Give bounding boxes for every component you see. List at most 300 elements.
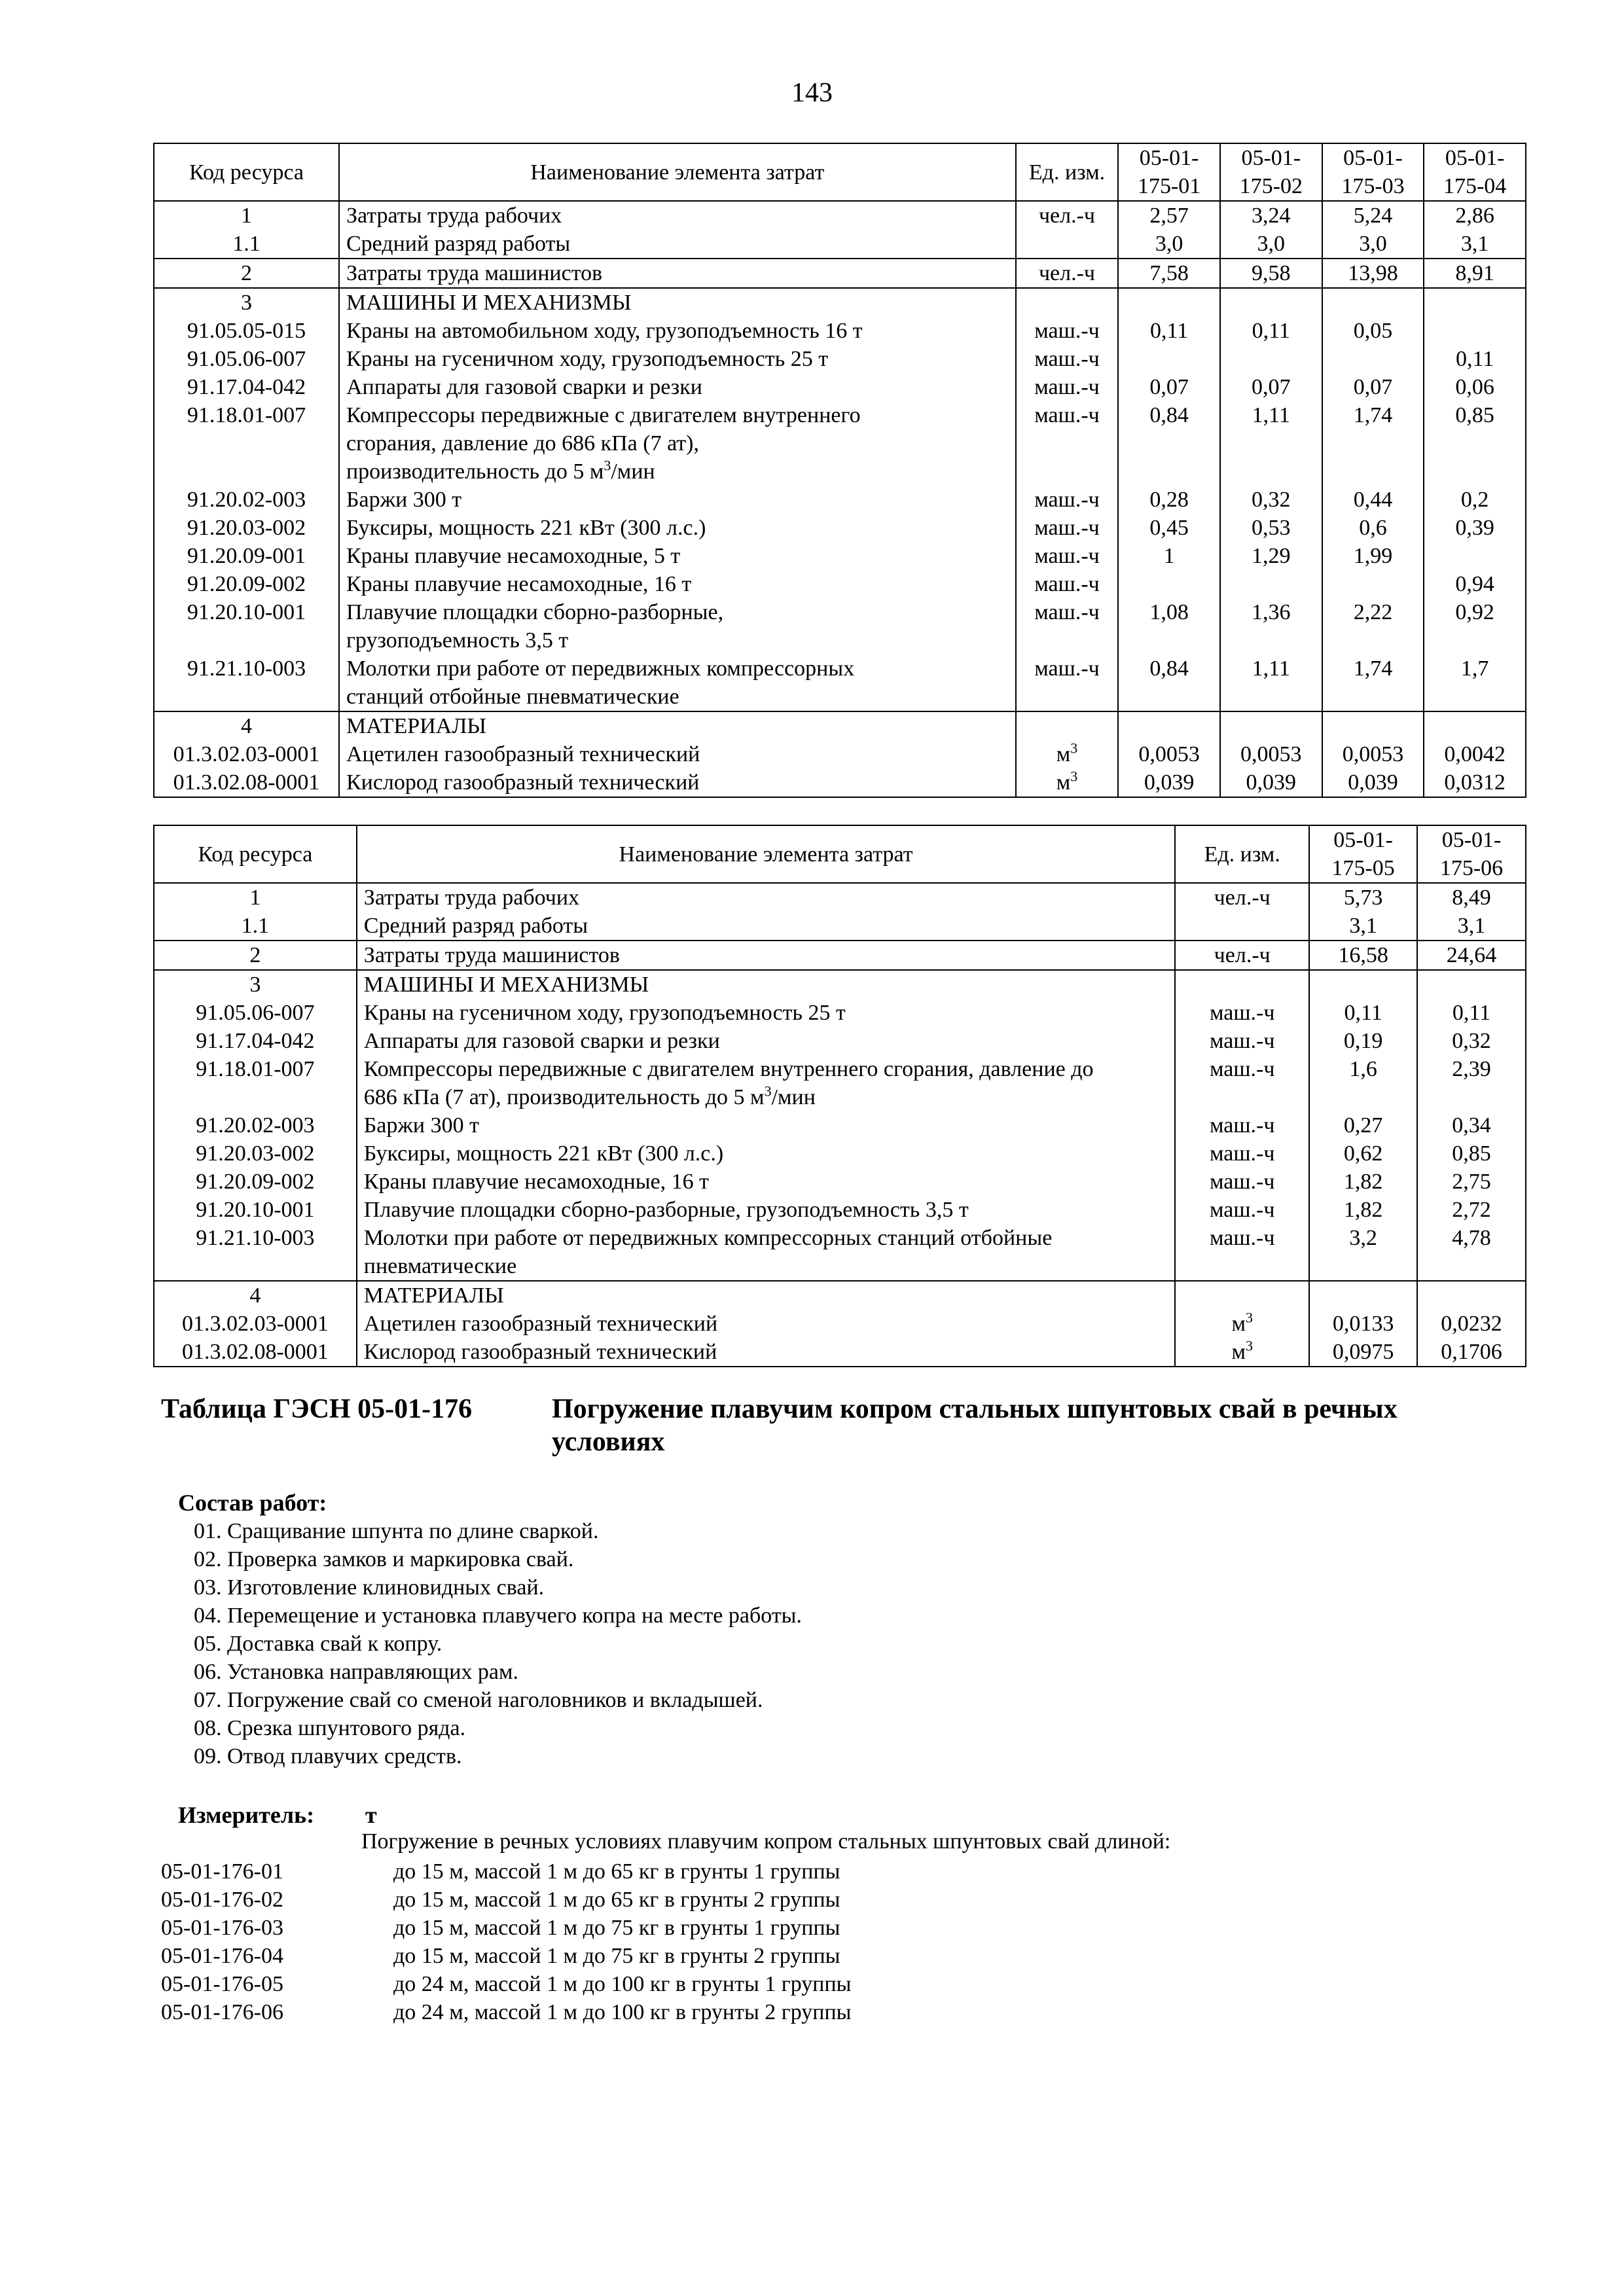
resource-name-line: станций отбойные пневматические — [346, 685, 679, 709]
resource-code: 91.20.10-001 — [154, 1196, 357, 1224]
resource-name-line: Аппараты для газовой сварки и резки — [363, 1029, 720, 1053]
resource-name-line: сгорания, давление до 686 кПа (7 ат), — [346, 431, 699, 456]
table-row — [154, 1338, 1526, 1367]
variant-row — [161, 1886, 852, 1914]
header-col: 05-01- 175-06 — [1417, 825, 1526, 883]
resource-name-line: Кислород газообразный технический — [363, 1340, 717, 1364]
table-label: Таблица ГЭСН 05-01-176 — [161, 1394, 473, 1424]
table-row — [154, 1281, 1526, 1310]
resource-name-line: Баржи 300 т — [363, 1113, 479, 1138]
header-col: 05-01- 175-01 — [1118, 143, 1220, 201]
resource-name — [339, 570, 1016, 598]
variant-code: 05-01-176-05 — [161, 1972, 283, 1996]
table-title-line: условиях — [552, 1427, 665, 1457]
resource-code: 91.20.02-003 — [154, 1111, 357, 1139]
resource-name-line: Затраты труда рабочих — [363, 886, 580, 910]
resource-value: 0,0053 — [1118, 740, 1220, 768]
resource-unit: маш.-ч — [1175, 1111, 1309, 1139]
resource-value: 1,11 — [1220, 401, 1322, 486]
table-header-row — [154, 825, 1526, 883]
resource-code: 91.20.09-002 — [154, 1168, 357, 1196]
resource-value: 0,84 — [1118, 401, 1220, 486]
works-list — [194, 1517, 802, 1770]
works-title: Состав работ: — [178, 1490, 327, 1516]
header-name: Наименование элемента затрат — [339, 143, 1016, 201]
resource-code: 91.20.03-002 — [154, 514, 339, 542]
resource-unit: $м^3$ — [1016, 740, 1119, 768]
resource-unit: маш.-ч — [1016, 401, 1119, 486]
table-title-line: Погружение плавучим копром стальных шпунтовых свай в речных — [552, 1394, 1398, 1424]
table-row — [154, 259, 1526, 288]
resource-unit: маш.-ч — [1016, 373, 1119, 401]
resource-value — [1220, 345, 1322, 373]
header-code: Код ресурса — [154, 143, 339, 201]
resource-name-line: грузоподъемность 3,5 т — [346, 628, 569, 653]
table-row — [154, 288, 1526, 317]
resource-value: 1,74 — [1322, 655, 1424, 711]
resource-name — [357, 1224, 1176, 1281]
resource-value: 0,94 — [1424, 570, 1526, 598]
resource-unit — [1016, 288, 1119, 317]
resource-code: 01.3.02.08-0001 — [154, 768, 339, 797]
resource-value: 2,86 — [1424, 201, 1526, 230]
resource-value: 0,32 — [1417, 1027, 1526, 1055]
resource-value: 0,05 — [1322, 317, 1424, 345]
variant-text: до 24 м, массой 1 м до 100 кг в грунты 1 группы — [393, 1972, 852, 1996]
resource-code: 91.21.10-003 — [154, 1224, 357, 1281]
header-col: 05-01- 175-04 — [1424, 143, 1526, 201]
resource-name — [357, 970, 1176, 999]
resource-name-line: Плавучие площадки сборно-разборные, — [346, 600, 724, 624]
table-row — [154, 230, 1526, 259]
resource-code: 1.1 — [154, 912, 357, 941]
resource-code: 91.17.04-042 — [154, 373, 339, 401]
table-row — [154, 345, 1526, 373]
resource-unit — [1016, 230, 1119, 259]
resource-unit — [1175, 1281, 1309, 1310]
resource-value — [1118, 711, 1220, 740]
table-row — [154, 486, 1526, 514]
variant-code: 05-01-176-06 — [161, 2000, 283, 2024]
resource-value: 3,1 — [1417, 912, 1526, 941]
table-row — [154, 401, 1526, 486]
resource-value: 0,39 — [1424, 514, 1526, 542]
resource-unit: маш.-ч — [1016, 486, 1119, 514]
resource-value — [1424, 711, 1526, 740]
resource-name-line: Кислород газообразный технический — [346, 770, 700, 795]
resource-unit: чел.-ч — [1016, 259, 1119, 288]
resource-code: 91.18.01-007 — [154, 401, 339, 486]
variant-text: до 15 м, массой 1 м до 65 кг в грунты 2 группы — [393, 1888, 840, 1912]
resource-code: 91.05.06-007 — [154, 345, 339, 373]
table-group — [154, 1281, 1526, 1367]
table-row — [154, 883, 1526, 912]
resource-name — [339, 373, 1016, 401]
resource-table-2 — [153, 825, 1526, 1367]
resource-name-line: Ацетилен газообразный технический — [346, 742, 700, 766]
header-col: 05-01- 175-03 — [1322, 143, 1424, 201]
resource-name-line: Затраты труда машинистов — [363, 943, 620, 967]
work-item: 03. Изготовление клиновидных свай. — [194, 1575, 545, 1600]
resource-value: 7,58 — [1118, 259, 1220, 288]
table-title — [552, 1393, 1398, 1458]
resource-value: 0,44 — [1322, 486, 1424, 514]
resource-value: 0,84 — [1118, 655, 1220, 711]
resource-code: 4 — [154, 1281, 357, 1310]
resource-code: 1 — [154, 883, 357, 912]
resource-value: 0,11 — [1118, 317, 1220, 345]
resource-value: 5,73 — [1309, 883, 1417, 912]
resource-name-line: Краны на гусеничном ходу, грузоподъемность 25 т — [346, 347, 829, 371]
resource-unit: $м^3$ — [1175, 1338, 1309, 1367]
table-row — [154, 570, 1526, 598]
resource-code: 1 — [154, 201, 339, 230]
resource-name — [339, 317, 1016, 345]
variant-code: 05-01-176-04 — [161, 1944, 283, 1968]
resource-value: 0,039 — [1118, 768, 1220, 797]
resource-value: 0,0232 — [1417, 1310, 1526, 1338]
resource-value: 0,53 — [1220, 514, 1322, 542]
resource-value — [1220, 711, 1322, 740]
resource-unit: $м^3$ — [1016, 768, 1119, 797]
resource-value: 24,64 — [1417, 941, 1526, 970]
table-row — [154, 542, 1526, 570]
resource-code: 01.3.02.03-0001 — [154, 1310, 357, 1338]
resource-name — [339, 542, 1016, 570]
resource-value: 3,1 — [1309, 912, 1417, 941]
work-item: 07. Погружение свай со сменой наголовников и вкладышей. — [194, 1688, 763, 1712]
resource-name — [339, 514, 1016, 542]
resource-value — [1309, 1281, 1417, 1310]
table-row — [154, 201, 1526, 230]
table-group — [154, 288, 1526, 711]
resource-unit: маш.-ч — [1175, 1224, 1309, 1281]
resource-value: 0,85 — [1424, 401, 1526, 486]
resource-name — [339, 401, 1016, 486]
resource-unit: чел.-ч — [1175, 883, 1309, 912]
resource-code: 91.17.04-042 — [154, 1027, 357, 1055]
table-row — [154, 1139, 1526, 1168]
resource-name-line: Ацетилен газообразный технический — [363, 1312, 718, 1336]
resource-value: 0,27 — [1309, 1111, 1417, 1139]
table-row — [154, 373, 1526, 401]
table-row — [154, 1310, 1526, 1338]
variant-code: 05-01-176-03 — [161, 1916, 283, 1940]
resource-value: 0,039 — [1322, 768, 1424, 797]
resource-unit: маш.-ч — [1175, 1168, 1309, 1196]
header-col: 05-01- 175-02 — [1220, 143, 1322, 201]
resource-value: 0,34 — [1417, 1111, 1526, 1139]
resource-value: 0,11 — [1309, 999, 1417, 1027]
table-row — [154, 1224, 1526, 1281]
variant-text: до 24 м, массой 1 м до 100 кг в грунты 2 группы — [393, 2000, 852, 2024]
resource-unit: маш.-ч — [1016, 655, 1119, 711]
table-group — [154, 970, 1526, 1281]
resource-name — [339, 288, 1016, 317]
resource-value: 0,92 — [1424, 598, 1526, 655]
resource-value — [1322, 711, 1424, 740]
resource-name — [339, 259, 1016, 288]
resource-value: 0,06 — [1424, 373, 1526, 401]
resource-unit — [1016, 711, 1119, 740]
resource-name — [357, 1055, 1176, 1111]
table-row — [154, 970, 1526, 999]
variant-row — [161, 1857, 852, 1886]
resource-value: 1,82 — [1309, 1168, 1417, 1196]
header-code: Код ресурса — [154, 825, 357, 883]
resource-name — [339, 711, 1016, 740]
variant-row — [161, 1914, 852, 1942]
resource-value: 0,07 — [1220, 373, 1322, 401]
table-group — [154, 941, 1526, 970]
resource-code: 91.20.09-002 — [154, 570, 339, 598]
table-row — [154, 514, 1526, 542]
resource-name-line: Краны на автомобильном ходу, грузоподъемность 16 т — [346, 319, 863, 343]
resource-value: 1 — [1118, 542, 1220, 570]
resource-value: 0,0975 — [1309, 1338, 1417, 1367]
resource-code: 2 — [154, 941, 357, 970]
resource-name — [357, 1111, 1176, 1139]
resource-value: 0,6 — [1322, 514, 1424, 542]
resource-value: 0,32 — [1220, 486, 1322, 514]
resource-value: 2,72 — [1417, 1196, 1526, 1224]
resource-value: 2,57 — [1118, 201, 1220, 230]
work-item: 01. Сращивание шпунта по длине сваркой. — [194, 1519, 599, 1543]
resource-value: 0,19 — [1309, 1027, 1417, 1055]
work-item: 05. Доставка свай к копру. — [194, 1632, 442, 1656]
resource-value: 0,039 — [1220, 768, 1322, 797]
resource-name — [357, 1027, 1176, 1055]
resource-name-line: Буксиры, мощность 221 кВт (300 л.с.) — [363, 1141, 724, 1166]
table-row — [154, 655, 1526, 711]
resource-name — [339, 768, 1016, 797]
resource-name-line: Краны на гусеничном ходу, грузоподъемность 25 т — [363, 1001, 846, 1025]
resource-name-line: Средний разряд работы — [363, 914, 588, 938]
resource-value — [1220, 570, 1322, 598]
resource-value: 1,6 — [1309, 1055, 1417, 1111]
measure-unit: т — [365, 1802, 377, 1828]
resource-value: 2,75 — [1417, 1168, 1526, 1196]
table-row — [154, 317, 1526, 345]
resource-value — [1118, 288, 1220, 317]
resource-unit: маш.-ч — [1175, 1055, 1309, 1111]
resource-value — [1424, 288, 1526, 317]
resource-value: 2,22 — [1322, 598, 1424, 655]
table-row — [154, 1027, 1526, 1055]
table-row — [154, 912, 1526, 941]
table-row — [154, 711, 1526, 740]
resource-name-line: Краны плавучие несамоходные, 16 т — [346, 572, 692, 596]
resource-name-line: Буксиры, мощность 221 кВт (300 л.с.) — [346, 516, 706, 540]
resource-value: 9,58 — [1220, 259, 1322, 288]
resource-value: 2,39 — [1417, 1055, 1526, 1111]
resource-name-line: МАШИНЫ И МЕХАНИЗМЫ — [346, 291, 632, 315]
resource-name — [339, 486, 1016, 514]
resource-value: 1,82 — [1309, 1196, 1417, 1224]
resource-value: 3,0 — [1220, 230, 1322, 259]
resource-name-line: МАТЕРИАЛЫ — [363, 1283, 504, 1308]
resource-unit: маш.-ч — [1175, 999, 1309, 1027]
table-row — [154, 598, 1526, 655]
variant-row — [161, 1942, 852, 1970]
resource-value: 0,07 — [1118, 373, 1220, 401]
resource-unit — [1175, 912, 1309, 941]
resource-name — [339, 345, 1016, 373]
resource-name — [357, 883, 1176, 912]
resource-unit: маш.-ч — [1175, 1196, 1309, 1224]
resource-value — [1118, 345, 1220, 373]
table-row — [154, 999, 1526, 1027]
work-item: 09. Отвод плавучих средств. — [194, 1744, 462, 1768]
resource-unit: маш.-ч — [1016, 345, 1119, 373]
work-item: 02. Проверка замков и маркировка свай. — [194, 1547, 574, 1571]
resource-value: 1,11 — [1220, 655, 1322, 711]
resource-unit: маш.-ч — [1016, 542, 1119, 570]
resource-name — [357, 1281, 1176, 1310]
resource-code: 91.18.01-007 — [154, 1055, 357, 1111]
measure-label: Измеритель: — [178, 1802, 315, 1828]
resource-code: 01.3.02.08-0001 — [154, 1338, 357, 1367]
table-group — [154, 711, 1526, 797]
resource-value: 3,24 — [1220, 201, 1322, 230]
table-row — [154, 1111, 1526, 1139]
resource-value: 1,99 — [1322, 542, 1424, 570]
variant-code: 05-01-176-01 — [161, 1859, 283, 1884]
resource-name — [357, 1310, 1176, 1338]
table-header-row — [154, 143, 1526, 201]
resource-code: 01.3.02.03-0001 — [154, 740, 339, 768]
resource-name-line: Молотки при работе от передвижных компрессорных станций отбойные — [363, 1226, 1053, 1250]
resource-code: 91.21.10-003 — [154, 655, 339, 711]
resource-code: 91.05.05-015 — [154, 317, 339, 345]
resource-name — [357, 1168, 1176, 1196]
resource-name-line: Компрессоры передвижные с двигателем внутреннего — [346, 403, 861, 427]
resource-value: 0,0053 — [1322, 740, 1424, 768]
table-row — [154, 941, 1526, 970]
header-name: Наименование элемента затрат — [357, 825, 1176, 883]
resource-value: 0,2 — [1424, 486, 1526, 514]
resource-code: 4 — [154, 711, 339, 740]
resource-value: 3,0 — [1322, 230, 1424, 259]
resource-name-line: Плавучие площадки сборно-разборные, грузоподъемность 3,5 т — [363, 1198, 969, 1222]
table-row — [154, 1055, 1526, 1111]
resource-value — [1322, 288, 1424, 317]
resource-value: 4,78 — [1417, 1224, 1526, 1281]
resource-value — [1417, 1281, 1526, 1310]
resource-value: 0,0133 — [1309, 1310, 1417, 1338]
table-row — [154, 1168, 1526, 1196]
resource-value: 0,0042 — [1424, 740, 1526, 768]
resource-value: 0,11 — [1424, 345, 1526, 373]
variant-row — [161, 1970, 852, 1998]
resource-value: 13,98 — [1322, 259, 1424, 288]
resource-value: 0,07 — [1322, 373, 1424, 401]
resource-name — [357, 912, 1176, 941]
resource-value: 1,7 — [1424, 655, 1526, 711]
table-row — [154, 768, 1526, 797]
resource-value: 0,28 — [1118, 486, 1220, 514]
resource-value: 1,74 — [1322, 401, 1424, 486]
table-group — [154, 259, 1526, 288]
resource-value: 1,29 — [1220, 542, 1322, 570]
resource-name-line: Затраты труда машинистов — [346, 261, 603, 285]
resource-unit: $м^3$ — [1175, 1310, 1309, 1338]
variants-list — [161, 1857, 852, 2026]
resource-name-line: 686 кПа (7 ат), производительность до 5 $м^3$/мин — [363, 1083, 816, 1109]
resource-name-line: МАТЕРИАЛЫ — [346, 714, 487, 738]
variant-row — [161, 1998, 852, 2026]
variant-text: до 15 м, массой 1 м до 75 кг в грунты 1 группы — [393, 1916, 840, 1940]
resource-value: 0,45 — [1118, 514, 1220, 542]
resource-unit: чел.-ч — [1016, 201, 1119, 230]
resource-unit: маш.-ч — [1016, 598, 1119, 655]
work-item: 06. Установка направляющих рам. — [194, 1660, 519, 1684]
header-unit: Ед. изм. — [1016, 143, 1119, 201]
resource-table-1 — [153, 143, 1526, 798]
resource-name — [339, 598, 1016, 655]
resource-value: 16,58 — [1309, 941, 1417, 970]
resource-code: 91.20.03-002 — [154, 1139, 357, 1168]
resource-value: 0,1706 — [1417, 1338, 1526, 1367]
resource-name — [357, 999, 1176, 1027]
resource-value: 3,2 — [1309, 1224, 1417, 1281]
resource-name — [357, 1338, 1176, 1367]
resource-name-line: производительность до 5 $м^3$/мин — [346, 457, 655, 484]
resource-value: 0,0312 — [1424, 768, 1526, 797]
resource-value — [1118, 570, 1220, 598]
resource-value — [1417, 970, 1526, 999]
variant-code: 05-01-176-02 — [161, 1888, 283, 1912]
resource-name — [339, 740, 1016, 768]
resource-name-line: пневматические — [363, 1254, 517, 1278]
resource-code: 3 — [154, 970, 357, 999]
work-item: 08. Срезка шпунтового ряда. — [194, 1716, 466, 1740]
resource-value — [1309, 970, 1417, 999]
resource-name-line: Молотки при работе от передвижных компрессорных — [346, 656, 855, 681]
variant-text: до 15 м, массой 1 м до 75 кг в грунты 2 группы — [393, 1944, 840, 1968]
resource-unit: маш.-ч — [1175, 1027, 1309, 1055]
resource-name-line: МАШИНЫ И МЕХАНИЗМЫ — [363, 973, 649, 997]
resource-name-line: Затраты труда рабочих — [346, 204, 562, 228]
resource-code: 3 — [154, 288, 339, 317]
resource-code: 91.20.09-001 — [154, 542, 339, 570]
resource-name — [357, 1196, 1176, 1224]
resource-code: 91.20.10-001 — [154, 598, 339, 655]
resource-value: 3,1 — [1424, 230, 1526, 259]
resource-name-line: Аппараты для газовой сварки и резки — [346, 375, 702, 399]
resource-value: 0,0053 — [1220, 740, 1322, 768]
resource-value — [1322, 345, 1424, 373]
header-col: 05-01- 175-05 — [1309, 825, 1417, 883]
resource-value: 8,91 — [1424, 259, 1526, 288]
header-unit: Ед. изм. — [1175, 825, 1309, 883]
resource-unit: чел.-ч — [1175, 941, 1309, 970]
table-row — [154, 740, 1526, 768]
measure-description: Погружение в речных условиях плавучим копром стальных шпунтовых свай длиной: — [361, 1829, 1171, 1854]
resource-name — [357, 941, 1176, 970]
table-group — [154, 883, 1526, 941]
resource-unit: маш.-ч — [1016, 570, 1119, 598]
resource-value: 0,11 — [1220, 317, 1322, 345]
resource-value — [1322, 570, 1424, 598]
resource-value: 0,11 — [1417, 999, 1526, 1027]
resource-name — [339, 201, 1016, 230]
resource-unit: маш.-ч — [1016, 317, 1119, 345]
resource-code: 91.20.02-003 — [154, 486, 339, 514]
resource-value — [1424, 542, 1526, 570]
resource-unit: маш.-ч — [1016, 514, 1119, 542]
resource-name-line: Баржи 300 т — [346, 488, 462, 512]
